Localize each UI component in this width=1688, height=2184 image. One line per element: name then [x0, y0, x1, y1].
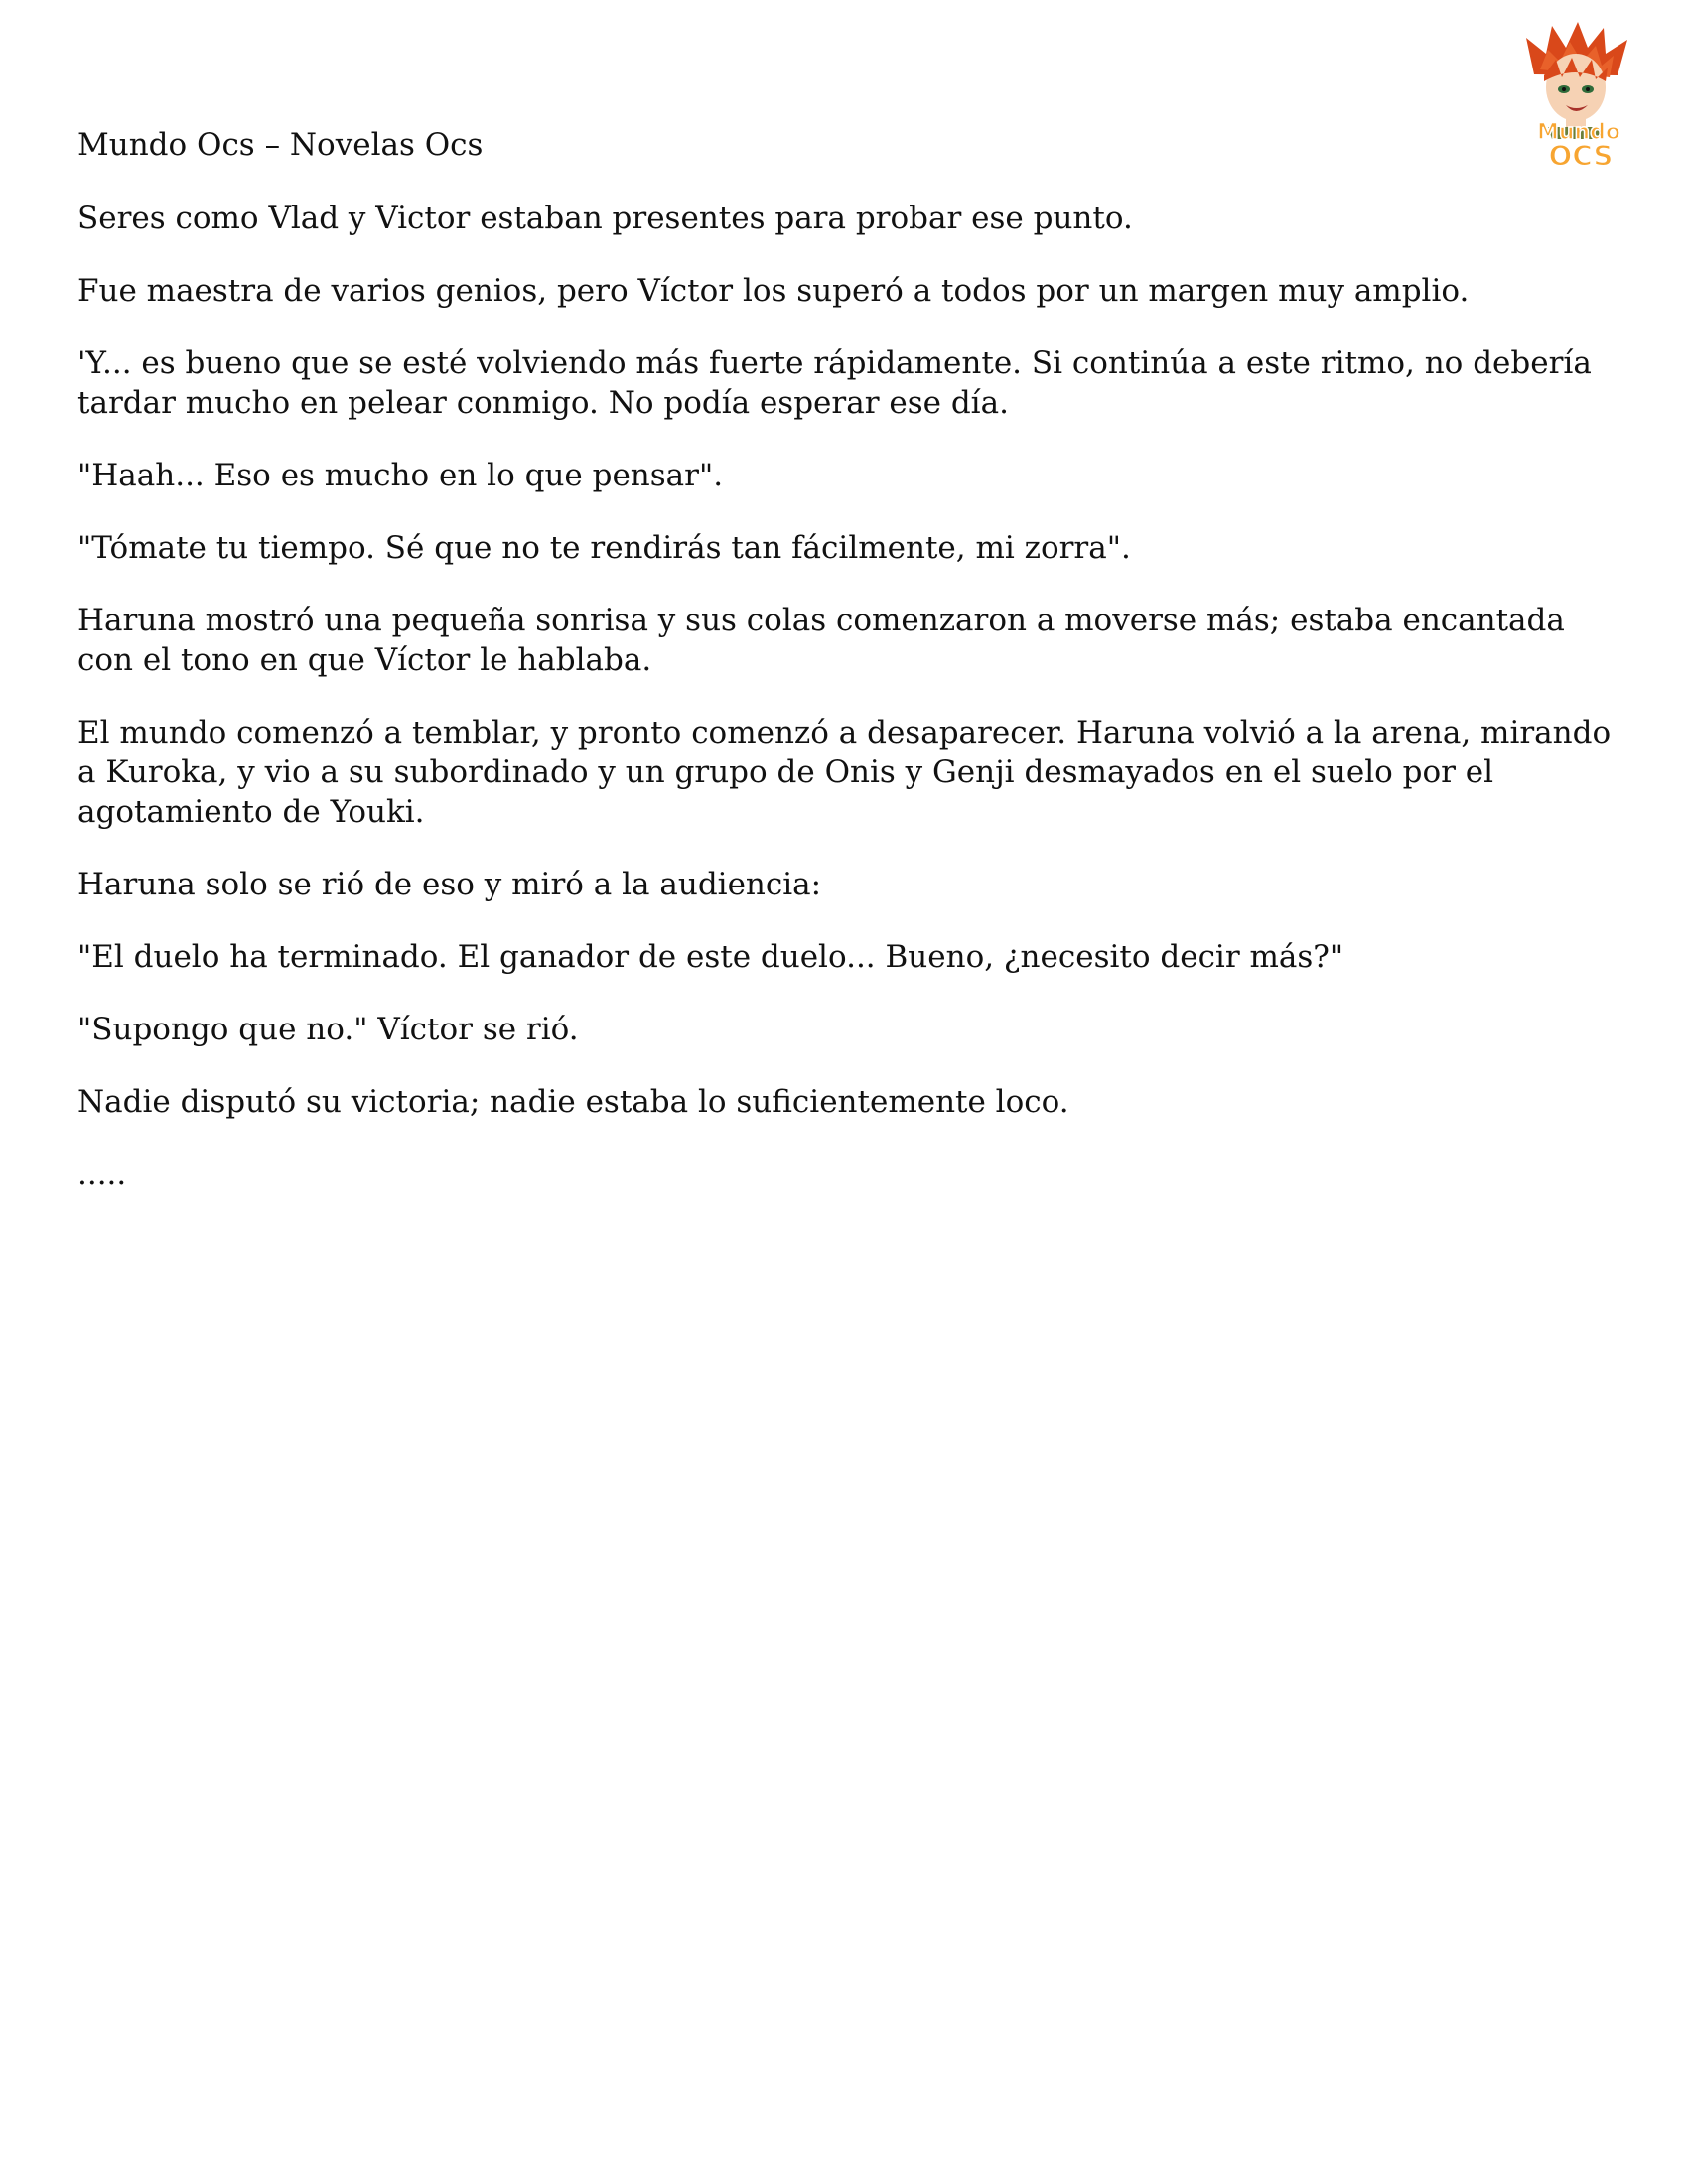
paragraph: Haruna solo se rió de eso y miró a la audiencia:: [77, 867, 822, 902]
document-body: [77, 199, 1626, 1227]
paragraph: Nadie disputó su victoria; nadie estaba lo suficientemente loco.: [77, 1084, 1069, 1120]
paragraph: 'Y... es bueno que se esté volviendo más fuerte rápidamente. Si continúa a este ritmo, no debería tardar mucho en pelear conmigo. No podía esperar ese día.: [77, 345, 1592, 421]
logo-text-line2: OCS: [1548, 139, 1614, 172]
page-header: Mundo Ocs – Novelas Ocs: [77, 127, 484, 163]
paragraph: El mundo comenzó a temblar, y pronto comenzó a desaparecer. Haruna volvió a la arena, mirando a Kuroka, y vio a su subordinado y un grupo de Onis y Genji desmayados en el suelo por el agotamiento de Youki.: [77, 715, 1612, 830]
mundo-ocs-logo-icon: [1504, 20, 1653, 174]
paragraph: "Haah... Eso es mucho en lo que pensar".: [77, 458, 724, 493]
paragraph: "Supongo que no." Víctor se rió.: [77, 1012, 579, 1047]
paragraph: .....: [77, 1157, 127, 1192]
paragraph: Haruna mostró una pequeña sonrisa y sus colas comenzaron a moverse más; estaba encantada con el tono en que Víctor le hablaba.: [77, 603, 1565, 678]
paragraph: Fue maestra de varios genios, pero Víctor los superó a todos por un margen muy amplio.: [77, 273, 1470, 309]
paragraph: "Tómate tu tiempo. Sé que no te rendirás tan fácilmente, mi zorra".: [77, 530, 1131, 566]
paragraph: "El duelo ha terminado. El ganador de este duelo... Bueno, ¿necesito decir más?": [77, 939, 1344, 975]
logo-text-line1: Mundo: [1536, 120, 1621, 145]
paragraph: Seres como Vlad y Victor estaban presentes para probar ese punto.: [77, 201, 1133, 236]
